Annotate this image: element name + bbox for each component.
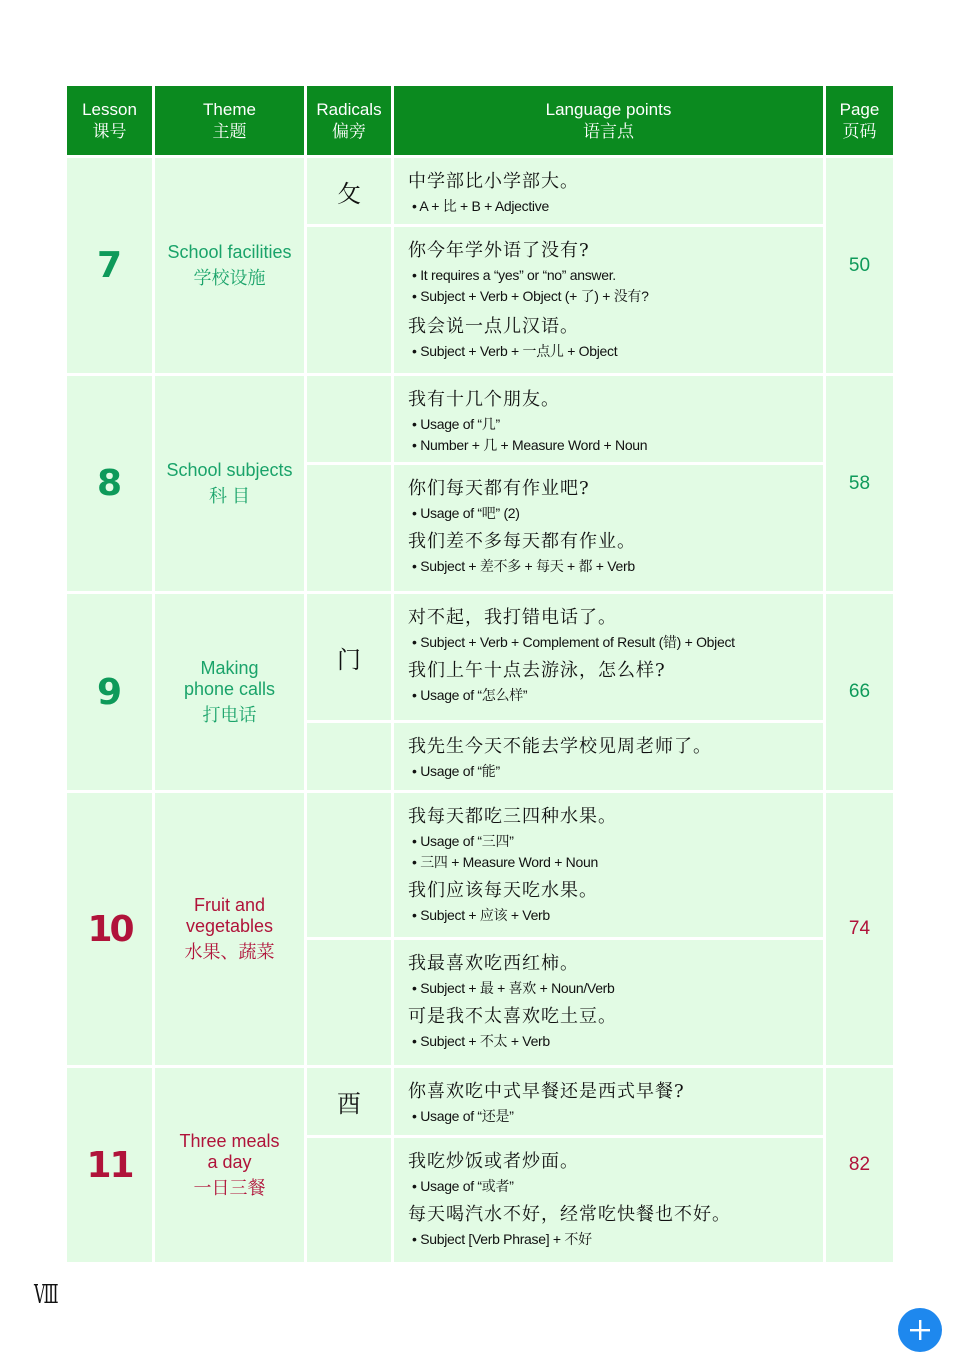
- theme-en-line2: phone calls: [183, 679, 276, 699]
- language-point-block: [394, 465, 823, 591]
- lesson-theme: [155, 594, 304, 790]
- lesson-number: 10: [87, 908, 132, 950]
- page-number: 74: [826, 793, 893, 1065]
- example-sentence: 你喜欢吃中式早餐还是西式早餐?: [408, 1081, 685, 1102]
- grammar-point: • 三四 + Measure Word + Noun: [408, 852, 823, 873]
- radical-cell-empty: [307, 227, 391, 373]
- language-point-block: [394, 723, 823, 790]
- theme-zh: 科 目: [208, 486, 250, 506]
- header-theme-zh: 主题: [212, 121, 247, 141]
- lesson-theme: [155, 1068, 304, 1262]
- header-language-points-zh: 语言点: [583, 121, 634, 141]
- radical-cell-empty: [307, 723, 391, 790]
- theme-en-line1: Fruit and: [193, 895, 266, 915]
- lesson-theme: [155, 376, 304, 591]
- page-number: 50: [826, 158, 893, 373]
- header-page-en: Page: [839, 99, 880, 119]
- example-sentence: 我先生今天不能去学校见周老师了。: [408, 736, 712, 757]
- grammar-point: • Subject + Verb + Complement of Result (错) + Object: [408, 632, 823, 653]
- page-number: 66: [826, 594, 893, 790]
- theme-zh: 水果、蔬菜: [184, 942, 275, 962]
- example-sentence: 我们应该每天吃水果。: [408, 880, 598, 901]
- theme-en-line2: a day: [207, 1152, 252, 1172]
- grammar-point: • Usage of “吧” (2): [408, 503, 823, 524]
- theme-zh: 一日三餐: [193, 1178, 266, 1198]
- theme-en-line1: Making: [200, 658, 259, 678]
- theme-en-line1: Three meals: [179, 1131, 280, 1151]
- radical-cell: 酉: [307, 1068, 391, 1135]
- grammar-point: • Usage of “几”: [408, 414, 823, 435]
- grammar-point: • Subject + 差不多 + 每天 + 都 + Verb: [408, 556, 823, 577]
- page-number: 82: [826, 1068, 893, 1262]
- add-button[interactable]: [898, 1308, 942, 1352]
- example-sentence: 我吃炒饭或者炒面。: [408, 1151, 579, 1172]
- header-lesson-zh: 课号: [92, 121, 127, 141]
- lesson-number: 9: [96, 671, 123, 713]
- example-sentence: 中学部比小学部大。: [408, 171, 579, 192]
- header-theme: [155, 86, 304, 155]
- radical-cell: 攵: [307, 158, 391, 224]
- example-sentence: 我们上午十点去游泳，怎么样?: [408, 660, 666, 681]
- language-point-block: [394, 227, 823, 373]
- language-point-block: [394, 793, 823, 937]
- lesson-theme: [155, 793, 304, 1065]
- grammar-point: • Subject + Verb + Object (+ 了) + 没有?: [408, 286, 823, 307]
- grammar-point: • Usage of “三四”: [408, 831, 823, 852]
- page-number: 58: [826, 376, 893, 591]
- language-point-block: [394, 158, 823, 224]
- grammar-point: • A + 比 + B + Adjective: [408, 196, 823, 217]
- example-sentence: 可是我不太喜欢吃土豆。: [408, 1006, 617, 1027]
- header-language-points: [394, 86, 823, 155]
- grammar-point: • Subject + 不太 + Verb: [408, 1031, 823, 1052]
- language-point-block: [394, 940, 823, 1065]
- example-sentence: 我最喜欢吃西红柿。: [408, 953, 579, 974]
- plus-icon: [909, 1319, 931, 1341]
- language-point-block: [394, 376, 823, 462]
- example-sentence: 每天喝汽水不好，经常吃快餐也不好。: [408, 1204, 731, 1225]
- grammar-point: • Subject + 应该 + Verb: [408, 905, 823, 926]
- lesson-number: 7: [96, 245, 123, 286]
- header-lesson: [67, 86, 152, 155]
- theme-en: School facilities: [167, 242, 292, 262]
- example-sentence: 我会说一点儿汉语。: [408, 316, 579, 337]
- radical-cell-empty: [307, 940, 391, 1065]
- grammar-point: • Usage of “还是”: [408, 1106, 823, 1127]
- radical-cell-empty: [307, 1138, 391, 1262]
- grammar-point: • Usage of “能”: [408, 761, 823, 782]
- example-sentence: 我有十几个朋友。: [408, 389, 560, 410]
- language-point-block: [394, 1138, 823, 1262]
- example-sentence: 对不起，我打错电话了。: [408, 607, 617, 628]
- header-theme-en: Theme: [203, 99, 256, 119]
- grammar-point: • Number + 几 + Measure Word + Noun: [408, 435, 823, 456]
- page-number-roman: Ⅷ: [34, 1280, 58, 1310]
- theme-en: School subjects: [166, 460, 293, 480]
- lesson-theme: [155, 158, 304, 373]
- lesson-number: 8: [96, 463, 123, 504]
- header-language-points-en: Language points: [545, 99, 672, 119]
- header-radicals-zh: 偏旁: [332, 121, 366, 141]
- grammar-point: • Subject [Verb Phrase] + 不好: [408, 1229, 823, 1250]
- grammar-point: • Usage of “或者”: [408, 1176, 823, 1197]
- grammar-point: • Subject + Verb + 一点儿 + Object: [408, 341, 823, 362]
- language-point-block: [394, 1068, 823, 1135]
- example-sentence: 你们每天都有作业吧?: [408, 478, 590, 499]
- example-sentence: 你今年学外语了没有?: [408, 240, 590, 261]
- grammar-point: • Usage of “怎么样”: [408, 685, 823, 706]
- grammar-point: • It requires a “yes” or “no” answer.: [408, 265, 823, 286]
- radical-cell-empty: [307, 376, 391, 462]
- theme-zh: 学校设施: [193, 268, 266, 288]
- header-radicals-en: Radicals: [316, 99, 382, 119]
- lesson-number: 11: [86, 1144, 133, 1186]
- radical-cell-empty: [307, 465, 391, 591]
- example-sentence: 我们差不多每天都有作业。: [408, 531, 636, 552]
- radical-cell: 门: [307, 594, 391, 720]
- example-sentence: 我每天都吃三四种水果。: [408, 806, 617, 827]
- language-point-block: [394, 594, 823, 720]
- theme-en-line2: vegetables: [185, 916, 274, 936]
- header-radicals: [307, 86, 391, 155]
- radical-cell-empty: [307, 793, 391, 937]
- theme-zh: 打电话: [202, 705, 257, 725]
- header-page-zh: 页码: [842, 121, 877, 141]
- grammar-point: • Subject + 最 + 喜欢 + Noun/Verb: [408, 978, 823, 999]
- header-lesson-en: Lesson: [82, 99, 137, 119]
- header-page: [826, 86, 893, 155]
